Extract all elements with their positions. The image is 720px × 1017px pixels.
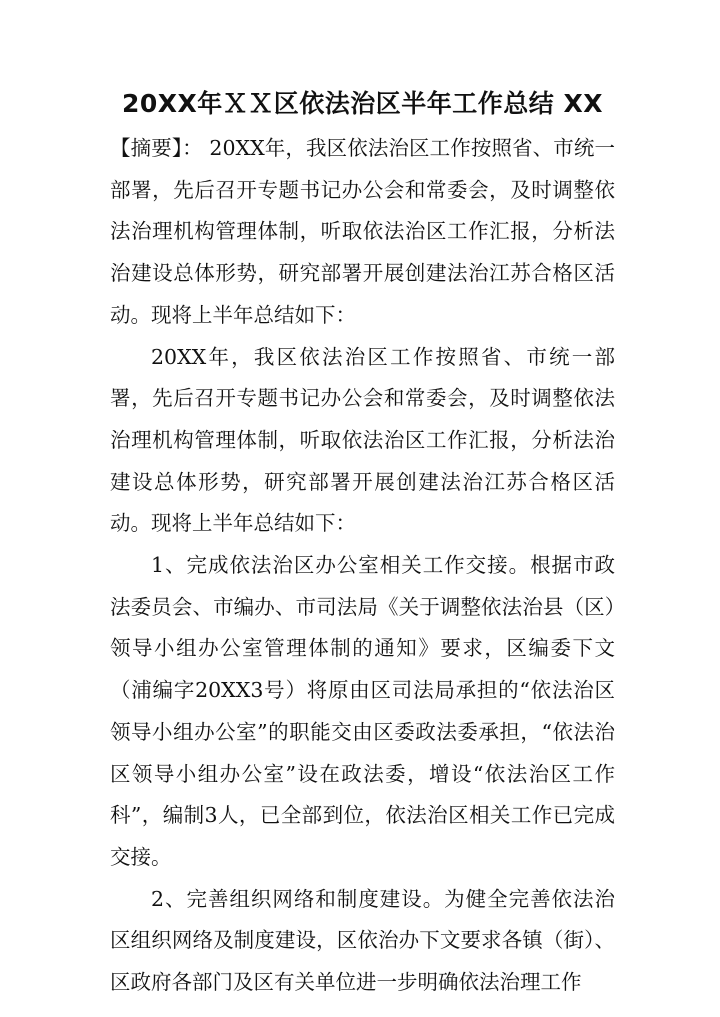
abstract-paragraph: 【摘要】： 20XX年，我区依法治区工作按照省、市统一部署，先后召开专题书记办公会和常委会，及时调整依法治理机构管理体制，听取依法治区工作汇报，分析法治建设总体形势，研究部署开展创建法治江苏合格区活动。现将上半年总结如下： <box>110 136 615 327</box>
document-title: 20XX年ＸＸ区依法治区半年工作总结 XX <box>121 89 604 118</box>
body-paragraph-item-1: 1、完成依法治区办公室相关工作交接。根据市政法委员会、市编办、市司法局《关于调整依法治县（区）领导小组办公室管理体制的通知》要求，区编委下文（浦编字20XX3号）将原由区司法局承担的“依法治区领导小组办公室”的职能交由区委政法委承担，“依法治区领导小组办公室”设在政法委，增设“依法治区工作科”，编制3人，已全部到位，依法治区相关工作已完成交接。 <box>110 553 615 869</box>
body-paragraph-intro: 20XX年，我区依法治区工作按照省、市统一部署，先后召开专题书记办公会和常委会，及时调整依法治理机构管理体制，听取依法治区工作汇报，分析法治建设总体形势，研究部署开展创建法治江苏合格区活动。现将上半年总结如下： <box>110 344 615 536</box>
document-page <box>110 82 615 1004</box>
body-paragraph-item-2: 2、完善组织网络和制度建设。为健全完善依法治区组织网络及制度建设，区依治办下文要求各镇（街）、区政府各部门及区有关单位进一步明确依法治理工作 <box>110 886 615 995</box>
